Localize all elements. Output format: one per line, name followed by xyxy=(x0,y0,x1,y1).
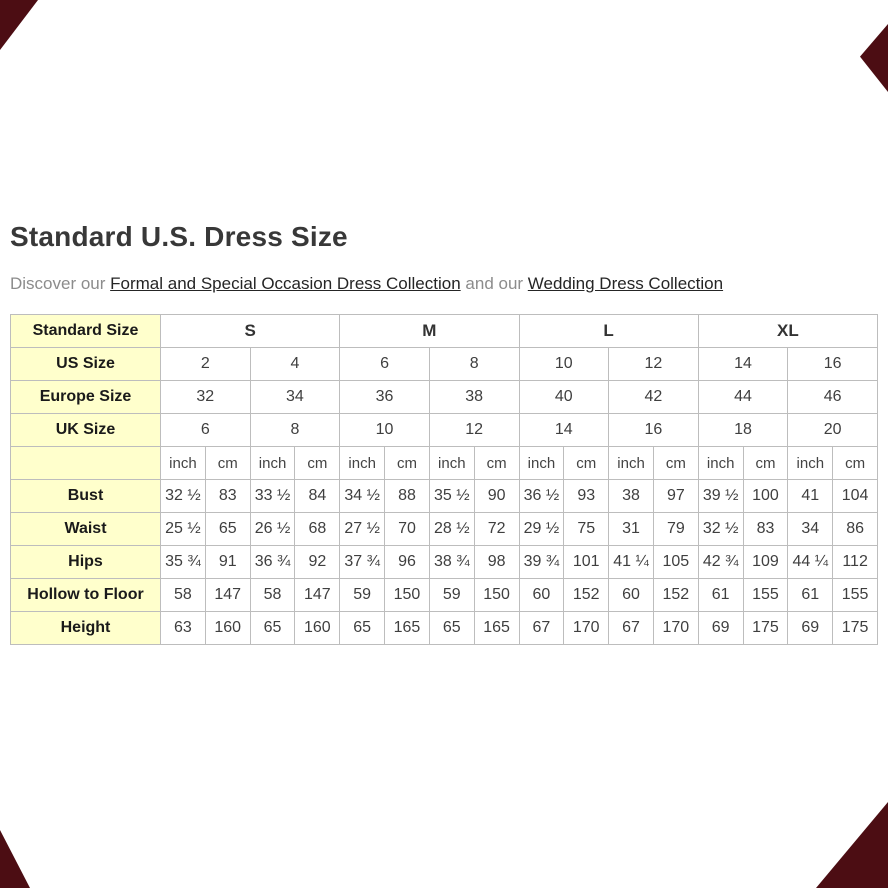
table-cell: 91 xyxy=(205,546,250,579)
table-cell: 104 xyxy=(833,480,878,513)
row-label: Hips xyxy=(11,546,161,579)
table-cell: 86 xyxy=(833,513,878,546)
table-cell: 112 xyxy=(833,546,878,579)
table-cell: 70 xyxy=(385,513,430,546)
wedding-collection-link[interactable]: Wedding Dress Collection xyxy=(527,274,724,293)
table-cell: 68 xyxy=(295,513,340,546)
formal-collection-link[interactable]: Formal and Special Occasion Dress Collection xyxy=(110,274,461,293)
table-cell: 175 xyxy=(833,612,878,645)
table-cell: 27 ½ xyxy=(340,513,385,546)
table-cell: 65 xyxy=(340,612,385,645)
table-cell: 58 xyxy=(250,579,295,612)
table-cell: 61 xyxy=(698,579,743,612)
table-cell: 12 xyxy=(609,348,699,381)
table-cell: 2 xyxy=(161,348,251,381)
table-cell: 60 xyxy=(609,579,654,612)
table-cell: 36 ½ xyxy=(519,480,564,513)
glitch-triangle-top-left xyxy=(0,0,38,50)
table-cell: 152 xyxy=(653,579,698,612)
table-cell: 147 xyxy=(295,579,340,612)
table-cell: 93 xyxy=(564,480,609,513)
intro-middle: and our xyxy=(460,274,528,293)
table-cell: 170 xyxy=(564,612,609,645)
table-cell: 150 xyxy=(385,579,430,612)
table-cell: 69 xyxy=(698,612,743,645)
table-row xyxy=(11,546,878,579)
row-label: UK Size xyxy=(11,414,161,447)
table-cell: 90 xyxy=(474,480,519,513)
table-cell: 42 xyxy=(609,381,699,414)
row-label-empty xyxy=(11,447,161,480)
table-cell: 65 xyxy=(205,513,250,546)
table-cell: 16 xyxy=(788,348,878,381)
table-cell: 35 ¾ xyxy=(161,546,206,579)
table-cell: 20 xyxy=(788,414,878,447)
table-cell: 34 xyxy=(250,381,340,414)
table-cell: 36 xyxy=(340,381,430,414)
table-cell: 37 ¾ xyxy=(340,546,385,579)
table-cell: 44 ¼ xyxy=(788,546,833,579)
table-cell: 38 xyxy=(429,381,519,414)
table-cell: 38 ¾ xyxy=(429,546,474,579)
table-row xyxy=(11,480,878,513)
table-cell: 65 xyxy=(250,612,295,645)
table-cell: 59 xyxy=(429,579,474,612)
table-cell: 38 xyxy=(609,480,654,513)
table-cell: 67 xyxy=(609,612,654,645)
table-row xyxy=(11,348,878,381)
table-cell: 35 ½ xyxy=(429,480,474,513)
size-chart-body xyxy=(11,315,878,645)
unit-cell: inch xyxy=(429,447,474,480)
row-label: Bust xyxy=(11,480,161,513)
table-cell: 12 xyxy=(429,414,519,447)
unit-cell: inch xyxy=(609,447,654,480)
table-cell: 155 xyxy=(743,579,788,612)
table-row-units xyxy=(11,447,878,480)
unit-cell: inch xyxy=(519,447,564,480)
row-label: Standard Size xyxy=(11,315,161,348)
table-cell: 109 xyxy=(743,546,788,579)
table-cell: 152 xyxy=(564,579,609,612)
intro-prefix: Discover our xyxy=(10,274,111,293)
size-group-header: L xyxy=(519,315,698,348)
glitch-triangle-bottom-right xyxy=(816,802,888,888)
size-group-header: XL xyxy=(698,315,877,348)
table-cell: 59 xyxy=(340,579,385,612)
table-cell: 160 xyxy=(295,612,340,645)
table-cell: 105 xyxy=(653,546,698,579)
table-cell: 147 xyxy=(205,579,250,612)
table-cell: 26 ½ xyxy=(250,513,295,546)
table-cell: 39 ¾ xyxy=(519,546,564,579)
unit-cell: inch xyxy=(698,447,743,480)
table-cell: 41 xyxy=(788,480,833,513)
table-cell: 41 ¼ xyxy=(609,546,654,579)
unit-cell: cm xyxy=(833,447,878,480)
row-label: Waist xyxy=(11,513,161,546)
table-cell: 69 xyxy=(788,612,833,645)
unit-cell: cm xyxy=(564,447,609,480)
table-cell: 46 xyxy=(788,381,878,414)
table-cell: 60 xyxy=(519,579,564,612)
table-cell: 84 xyxy=(295,480,340,513)
size-chart-table xyxy=(10,314,878,645)
table-row xyxy=(11,513,878,546)
unit-cell: cm xyxy=(653,447,698,480)
table-cell: 92 xyxy=(295,546,340,579)
table-cell: 8 xyxy=(429,348,519,381)
table-cell: 150 xyxy=(474,579,519,612)
table-cell: 155 xyxy=(833,579,878,612)
table-cell: 67 xyxy=(519,612,564,645)
unit-cell: cm xyxy=(205,447,250,480)
table-cell: 28 ½ xyxy=(429,513,474,546)
table-cell: 96 xyxy=(385,546,430,579)
unit-cell: cm xyxy=(474,447,519,480)
table-cell: 42 ¾ xyxy=(698,546,743,579)
table-cell: 61 xyxy=(788,579,833,612)
table-cell: 39 ½ xyxy=(698,480,743,513)
table-cell: 32 ½ xyxy=(698,513,743,546)
table-cell: 6 xyxy=(340,348,430,381)
table-cell: 14 xyxy=(698,348,788,381)
table-cell: 10 xyxy=(340,414,430,447)
table-cell: 25 ½ xyxy=(161,513,206,546)
table-cell: 44 xyxy=(698,381,788,414)
size-group-header: S xyxy=(161,315,340,348)
table-cell: 8 xyxy=(250,414,340,447)
table-cell: 83 xyxy=(205,480,250,513)
table-cell: 170 xyxy=(653,612,698,645)
table-cell: 79 xyxy=(653,513,698,546)
table-cell: 33 ½ xyxy=(250,480,295,513)
row-label: Hollow to Floor xyxy=(11,579,161,612)
unit-cell: cm xyxy=(385,447,430,480)
table-row-standard-size xyxy=(11,315,878,348)
table-cell: 175 xyxy=(743,612,788,645)
table-cell: 34 xyxy=(788,513,833,546)
page-title: Standard U.S. Dress Size xyxy=(10,221,348,252)
table-cell: 32 xyxy=(161,381,251,414)
table-cell: 6 xyxy=(161,414,251,447)
table-cell: 16 xyxy=(609,414,699,447)
table-cell: 83 xyxy=(743,513,788,546)
table-cell: 98 xyxy=(474,546,519,579)
table-row xyxy=(11,414,878,447)
table-row xyxy=(11,381,878,414)
table-cell: 4 xyxy=(250,348,340,381)
table-cell: 34 ½ xyxy=(340,480,385,513)
table-cell: 63 xyxy=(161,612,206,645)
table-cell: 40 xyxy=(519,381,609,414)
table-cell: 14 xyxy=(519,414,609,447)
table-cell: 18 xyxy=(698,414,788,447)
table-row xyxy=(11,612,878,645)
table-cell: 97 xyxy=(653,480,698,513)
unit-cell: inch xyxy=(161,447,206,480)
table-cell: 165 xyxy=(385,612,430,645)
row-label: Europe Size xyxy=(11,381,161,414)
table-cell: 29 ½ xyxy=(519,513,564,546)
unit-cell: cm xyxy=(295,447,340,480)
table-cell: 160 xyxy=(205,612,250,645)
table-cell: 72 xyxy=(474,513,519,546)
glitch-triangle-top-right xyxy=(860,24,888,92)
table-cell: 88 xyxy=(385,480,430,513)
size-group-header: M xyxy=(340,315,519,348)
unit-cell: inch xyxy=(340,447,385,480)
intro-text xyxy=(10,274,723,294)
table-row xyxy=(11,579,878,612)
table-cell: 58 xyxy=(161,579,206,612)
table-cell: 75 xyxy=(564,513,609,546)
table-cell: 65 xyxy=(429,612,474,645)
row-label: US Size xyxy=(11,348,161,381)
table-cell: 31 xyxy=(609,513,654,546)
table-cell: 100 xyxy=(743,480,788,513)
table-cell: 165 xyxy=(474,612,519,645)
unit-cell: cm xyxy=(743,447,788,480)
unit-cell: inch xyxy=(788,447,833,480)
unit-cell: inch xyxy=(250,447,295,480)
table-cell: 10 xyxy=(519,348,609,381)
table-cell: 32 ½ xyxy=(161,480,206,513)
glitch-triangle-bottom-left xyxy=(0,830,30,888)
row-label: Height xyxy=(11,612,161,645)
table-cell: 101 xyxy=(564,546,609,579)
table-cell: 36 ¾ xyxy=(250,546,295,579)
